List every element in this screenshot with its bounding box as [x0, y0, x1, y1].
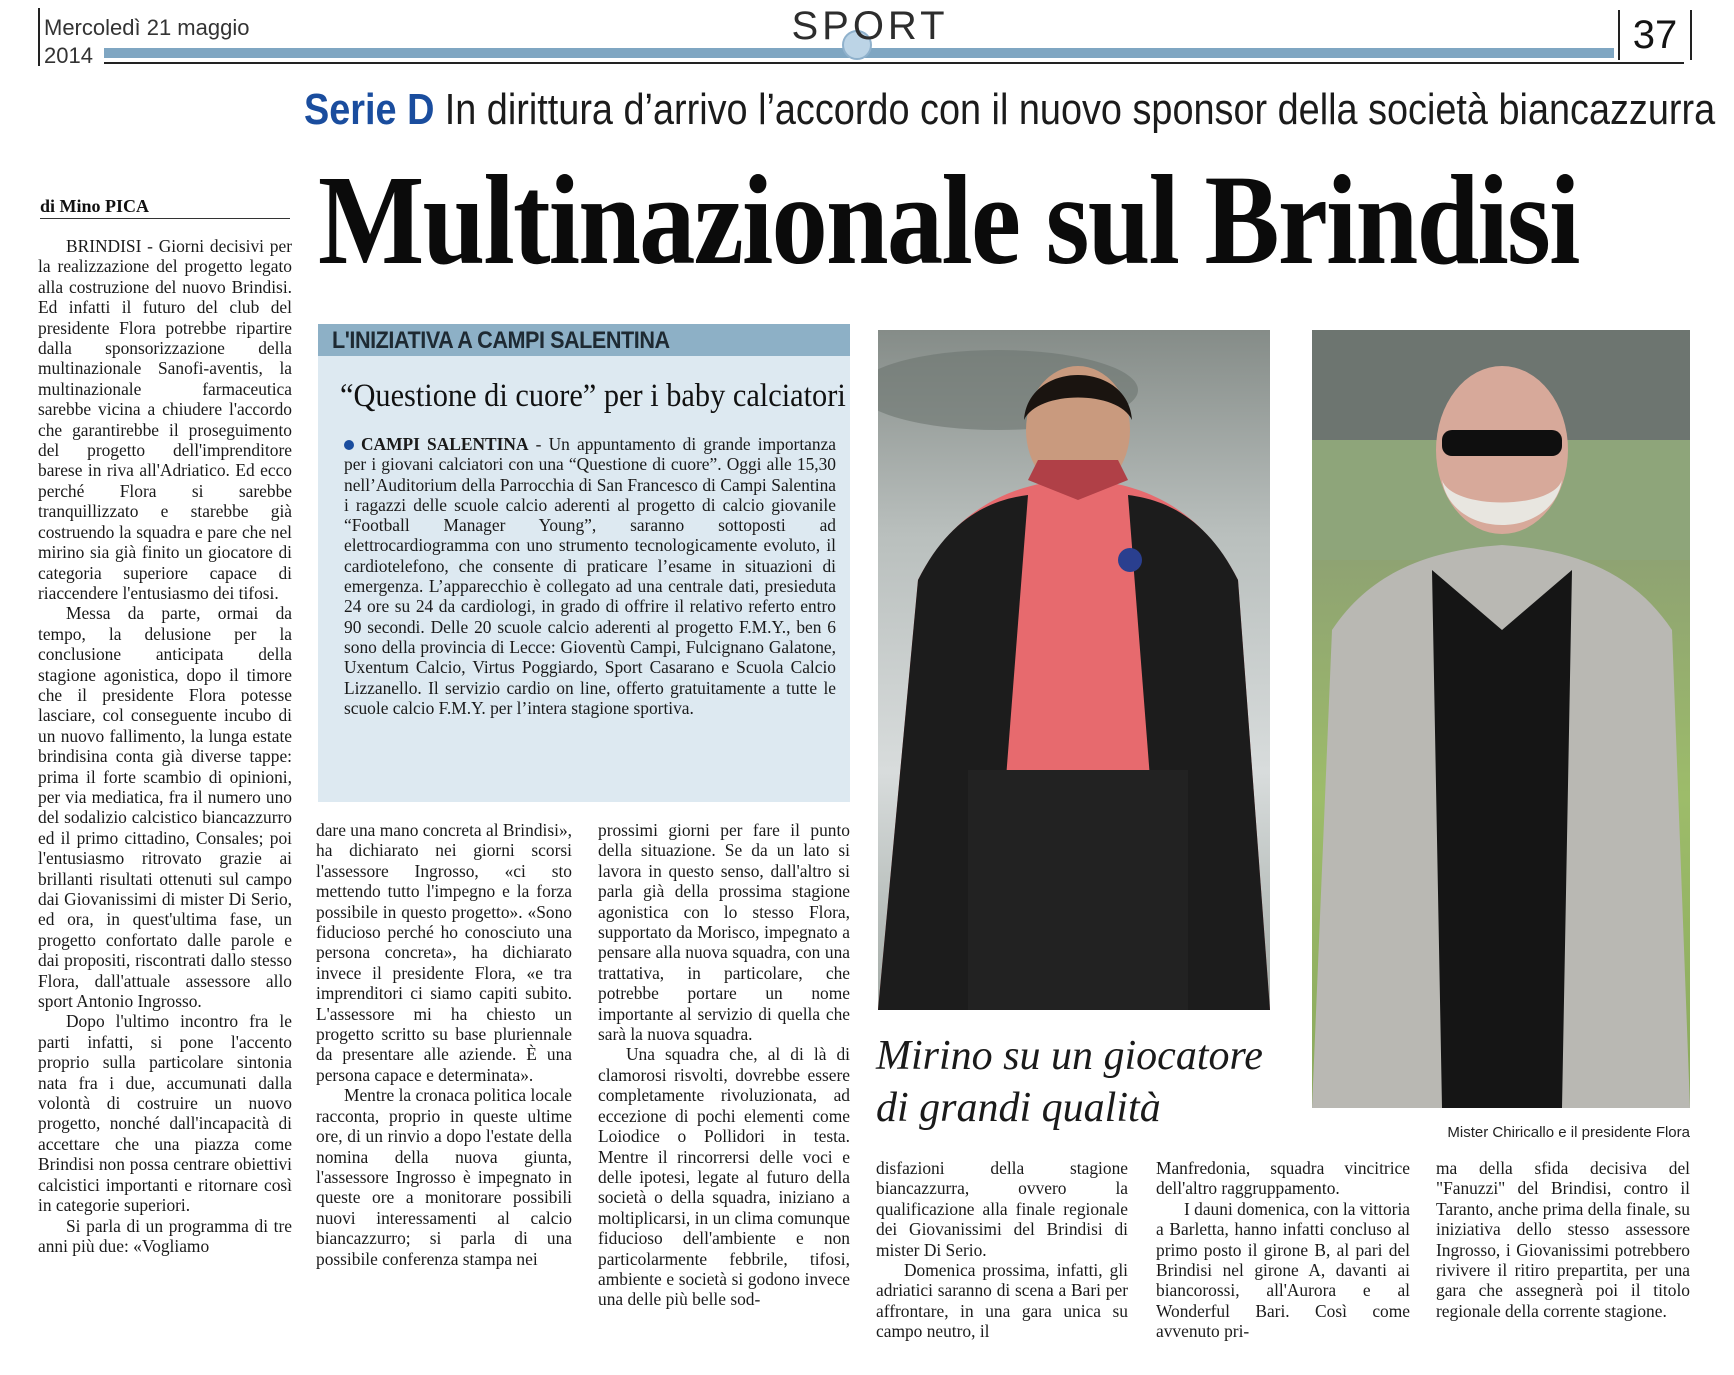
photo-president	[1312, 330, 1690, 1108]
kicker-text: In dirittura d’arrivo l’accordo con il nuovo sponsor della società biancazzurra	[444, 85, 1716, 134]
headline: Multinazionale sul Brindisi	[318, 149, 1579, 291]
article-column-6	[1436, 1158, 1690, 1321]
coach-illustration	[878, 330, 1270, 1010]
sidebar-box-title: “Questione di cuore” per i baby calciatori	[340, 378, 846, 414]
page-number: 37	[1618, 10, 1692, 60]
paragraph: BRINDISI - Giorni decisivi per la realizzazione del progetto legato alla costruzione del nuovo Brindisi. Ed infatti il futuro del club del presidente Flora potrebbe ripartire dalla sponsorizzazione della multinazionale Sanofi-aventis, la multinazionale farmaceutica sarebbe vicina a chiudere l'accordo che garantirebbe il proseguimento del progetto dell'imprenditore barese in riva all'Adriatico. Ed ecco perché Flora si sarebbe tranquillizzato e starebbe già costruendo la squadra e pare che nel mirino sia già finito un giocatore di categoria superiore capace di riaccendere l'entusiasmo dei tifosi.	[38, 236, 292, 603]
masthead-underline	[104, 62, 1684, 64]
paragraph: Una squadra che, al di là di clamorosi risvolti, dovrebbe essere completamente rivoluzionata, ad eccezione di pochi elementi come Loiodice o Pollidori in testa. Mentre il rincorrersi delle voci e delle ipotesi, legate al futuro della società o della squadra, iniziano a moltiplicarsi, in un clima comunque fiducioso dell'ambiente e non particolarmente febbrile, tifosi, ambiente e società si godono invece una delle più belle sod-	[598, 1044, 850, 1310]
paragraph: I dauni domenica, con la vittoria a Barletta, hanno infatti concluso al primo posto il girone B, al pari del Brindisi nel girone A, davanti ai biancorossi, all'Aurora e al Wonderful Bari. Così come avvenuto pri-	[1156, 1198, 1411, 1342]
photo-coach	[878, 330, 1270, 1010]
masthead-rule	[38, 8, 40, 66]
article-column-1	[38, 236, 292, 1256]
bullet-icon	[344, 440, 354, 450]
byline-rule	[40, 218, 290, 219]
paragraph: Si parla di un programma di tre anni più due: «Vogliamo	[38, 1215, 292, 1256]
sidebar-box-label: L'INIZIATIVA A CAMPI SALENTINA	[332, 327, 670, 354]
date-line-2: 2014	[44, 43, 93, 68]
paragraph: Mentre la cronaca politica locale racconta, proprio in queste ultime ore, di un rinvio a dopo l'estate della nomina della nuova giunta, l'assessore Ingrosso è impegnato in queste ore a monitorare possibili nuovi interessamenti al calcio biancazzurro; si parla di una possibile conferenza stampa nei	[316, 1085, 572, 1269]
article-column-5	[1156, 1158, 1410, 1342]
sidebar-box-body	[344, 434, 836, 718]
paragraph: prossimi giorni per fare il punto della situazione. Se da un lato si lavora in questo senso, dall'altro si parla già della prossima stagione agonistica con lo stesso Flora, supportato da Morisco, impegnato a pensare alla nuova squadra, con una trattativa, in particolare, che potrebbe portare un nome importante al servizio di quella che sarà la nuova squadra.	[598, 820, 850, 1045]
kicker-label: Serie D	[304, 85, 435, 134]
paragraph: Domenica prossima, infatti, gli adriatici saranno di scena a Bari per affrontare, in una gara unica su campo neutro, il	[876, 1260, 1128, 1342]
paragraph: Dopo l'ultimo incontro fra le parti infatti, si pone l'accento proprio sulla particolare sintonia nata fra i due, accumunati dalla volontà di costruire un nuovo progetto, nonché dall'incapacità di accettare che una piazza come Brindisi non possa centrare obiettivi calcistici importanti e ritornare così in categorie superiori.	[38, 1011, 292, 1216]
paragraph: dare una mano concreta al Brindisi», ha dichiarato nei giorni scorsi l'assessore Ingrosso, «ci sto mettendo tutto l'impegno e la forza possibile in questo progetto». «Sono fiducioso perché ho conosciuto una persona concreta», ha dichiarato invece il presidente Flora, «e tra imprenditori ci siamo capiti subito. L'assessore mi ha chiesto un progetto scritto su base pluriennale da presentare alle aziende. È una persona capace e determinata».	[316, 820, 572, 1085]
date-line-1: Mercoledì 21 maggio	[44, 15, 250, 40]
paragraph: ma della sfida decisiva del "Fanuzzi" del Brindisi, contro il Taranto, anche prima della finale, su iniziativa dello stesso assessore Ingrosso, i Giovanissimi potrebbero rivivere il ritiro prepartita, per una gara che assegnerà poi il titolo regionale della corrente stagione.	[1436, 1158, 1690, 1321]
byline: di Mino PICA	[40, 196, 150, 216]
president-illustration	[1312, 330, 1690, 1108]
paragraph: disfazioni della stagione biancazzurra, ovvero la qualificazione alla finale regionale dei Giovanissimi del Brindisi di mister Di Serio.	[876, 1158, 1128, 1260]
article-column-2	[316, 820, 572, 1269]
sidebar-box-text: - Un appuntamento di grande importanza per i giovani calciatori con una “Questione di cuore”. Oggi alle 15,30 nell’Auditorium della Parrocchia di San Francesco di Campi Salentina i ragazzi delle scuole calcio aderenti al progetto di calcio giovanile “Football Manager Young”, saranno sottoposti ad elettrocardiogramma con uno strumento tecnologicamente evoluto, il cardiotelefono, che consente di praticare l’esame in situazioni di emergenza. L’apparecchio è collegato ad una centrale dati, presieduta 24 ore su 24 da cardiologi, in grado di offrire il relativo referto entro 90 secondi. Delle 20 scuole calcio aderenti al progetto F.M.Y., ben 6 sono della provincia di Lecce: Gioventù Campi, Fulcignano Galatone, Uxentum Calcio, Virtus Poggiardo, Sport Casarano e Scuola Calcio Lizzanello. Il servizio cardio on line, offerto gratuitamente a tutte le scuole calcio F.M.Y. per l’intera stagione sportiva.	[344, 434, 837, 718]
paragraph: Manfredonia, squadra vincitrice dell'altro raggruppamento.	[1156, 1158, 1410, 1199]
article-column-4	[876, 1158, 1128, 1342]
article-column-3	[598, 820, 850, 1310]
photo-caption-main: Mirino su un giocatore di grandi qualità	[876, 1033, 1263, 1131]
photo-caption-credit: Mister Chiricallo e il presidente Flora	[1447, 1124, 1690, 1141]
section-title: SPORT	[791, 4, 949, 48]
kicker	[304, 82, 1716, 138]
paragraph: Messa da parte, ormai da tempo, la delusione per la conclusione anticipata della stagione agonistica, dopo il timore che il presidente Flora potesse lasciare, col conseguente incubo di un nuovo fallimento, la lunga estate brindisina conta già diverse tappe: prima il forte scambio di opinioni, per via mediatica, fra il numero uno del sodalizio calcistico biancazzurro ed il primo cittadino, Consales; poi l'entusiasmo ritrovato grazie ai brillanti risultati ottenuti sul campo dai Giovanissimi di mister Di Serio, ed ora, in quest'ultima fase, un progetto confortato dalle parole e dai propositi, riscontrati dallo stesso Flora, dall'attuale assessore allo sport Antonio Ingrosso.	[38, 603, 292, 1012]
dateline: CAMPI SALENTINA	[361, 434, 529, 454]
